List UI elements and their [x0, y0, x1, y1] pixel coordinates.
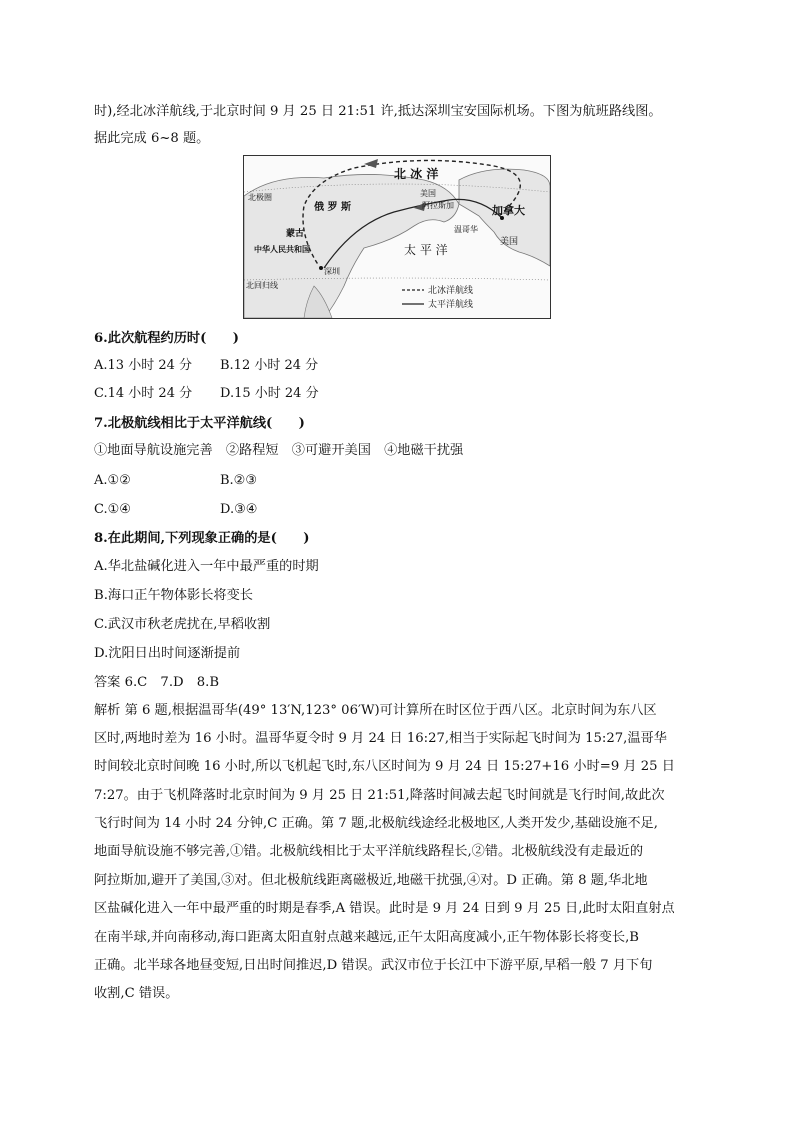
- analysis-line-7: 阿拉斯加,避开了美国,③对。但北极航线距离磁极近,地磁干扰强,④对。D 正确。第 8 题,华北地: [94, 873, 648, 888]
- question-8-stem: 8.在此期间,下列现象正确的是( ): [94, 531, 310, 546]
- china-label: 中华人民共和国: [254, 245, 310, 254]
- shenzhen-dot: [319, 266, 323, 270]
- question-7-stem: 7.北极航线相比于太平洋航线( ): [94, 416, 305, 431]
- analysis-line-10: 正确。北半球各地昼变短,日出时间推迟,D 错误。武汉市位于长江中下游平原,早稻一般 7 月下旬: [94, 958, 653, 973]
- question-6-option-a: A.13 小时 24 分: [94, 358, 193, 373]
- intro-line-2: 据此完成 6~8 题。: [94, 131, 210, 146]
- question-6-option-d: D.15 小时 24 分: [220, 386, 319, 401]
- flight-route-map: [243, 155, 551, 319]
- vancouver-label: 温哥华: [454, 225, 478, 234]
- map-svg: [244, 156, 550, 318]
- tropic-label: 北回归线: [246, 281, 278, 290]
- analysis-line-11: 收割,C 错误。: [94, 986, 179, 1001]
- question-6-option-b: B.12 小时 24 分: [220, 358, 319, 373]
- mongolia-label: 蒙古: [286, 229, 305, 239]
- analysis-line-2: 区时,两地时差为 16 小时。温哥华夏令时 9 月 24 日 16:27,相当于实际起飞时间为 15:27,温哥华: [94, 731, 667, 746]
- question-6-stem: 6.此次航程约历时( ): [94, 331, 239, 346]
- question-8-option-d: D.沈阳日出时间逐渐提前: [94, 646, 241, 661]
- map-legend: [402, 284, 473, 310]
- north-america-landmass: [459, 169, 550, 266]
- shenzhen-label: 深圳: [324, 267, 340, 276]
- analysis-line-4: 7:27。由于飞机降落时北京时间为 9 月 25 日 21:51,降落时间减去起飞时间就是飞行时间,故此次: [94, 788, 665, 803]
- legend-arctic-route: 北冰洋航线: [428, 286, 474, 296]
- intro-line-1: 时),经北冰洋航线,于北京时间 9 月 25 日 21:51 许,抵达深圳宝安国际机场。下图为航班路线图。: [94, 104, 662, 119]
- question-8-option-c: C.武汉市秋老虎扰在,早稻收割: [94, 617, 271, 632]
- question-8-option-b: B.海口正午物体影长将变长: [94, 588, 253, 603]
- analysis-line-8: 区盐碱化进入一年中最严重的时期是春季,A 错误。此时是 9 月 24 日到 9 月 25 日,此时太阳直射点: [94, 901, 675, 916]
- arctic-circle-label: 北极圈: [248, 193, 272, 202]
- alaska-label: 阿拉斯加: [422, 201, 454, 210]
- question-7-option-c: C.①④: [94, 502, 131, 517]
- analysis-line-5: 飞行时间为 14 小时 24 分钟,C 正确。第 7 题,北极航线途经北极地区,人类开发少,基础设施不足,: [94, 816, 658, 831]
- question-7-option-d: D.③④: [220, 502, 258, 517]
- question-7-statements: ①地面导航设施完善 ②路程短 ③可避开美国 ④地磁干扰强: [94, 443, 464, 458]
- analysis-line-1: 解析 第 6 题,根据温哥华(49° 13′N,123° 06′W)可计算所在时区位于西八区。北京时间为东八区: [94, 703, 657, 718]
- usa-label: 美国: [500, 237, 519, 247]
- pacific-label: 太 平 洋: [404, 243, 448, 257]
- question-8-option-a: A.华北盐碱化进入一年中最严重的时期: [94, 559, 319, 574]
- legend-pacific-route: 太平洋航线: [428, 300, 474, 310]
- analysis-line-6: 地面导航设施不够完善,①错。北极航线相比于太平洋航线路程长,②错。北极航线没有走最近的: [94, 844, 644, 859]
- question-7-option-a: A.①②: [94, 473, 131, 488]
- russia-label: 俄 罗 斯: [314, 202, 351, 213]
- analysis-line-9: 在南半球,并向南移动,海口距离太阳直射点越来越远,正午太阳高度减小,正午物体影长将变长,B: [94, 930, 639, 945]
- answer-key: 答案 6.C 7.D 8.B: [94, 675, 220, 690]
- analysis-line-3: 时间较北京时间晚 16 小时,所以飞机起飞时,东八区时间为 9 月 24 日 15:27+16 小时=9 月 25 日: [94, 759, 675, 774]
- question-6-option-c: C.14 小时 24 分: [94, 386, 193, 401]
- arctic-ocean-label: 北 冰 洋: [394, 167, 439, 181]
- usa-alaska-label: 美国: [420, 189, 436, 198]
- canada-label: 加拿大: [492, 204, 525, 217]
- question-7-option-b: B.②③: [220, 473, 257, 488]
- arctic-route-arrow: [364, 159, 378, 168]
